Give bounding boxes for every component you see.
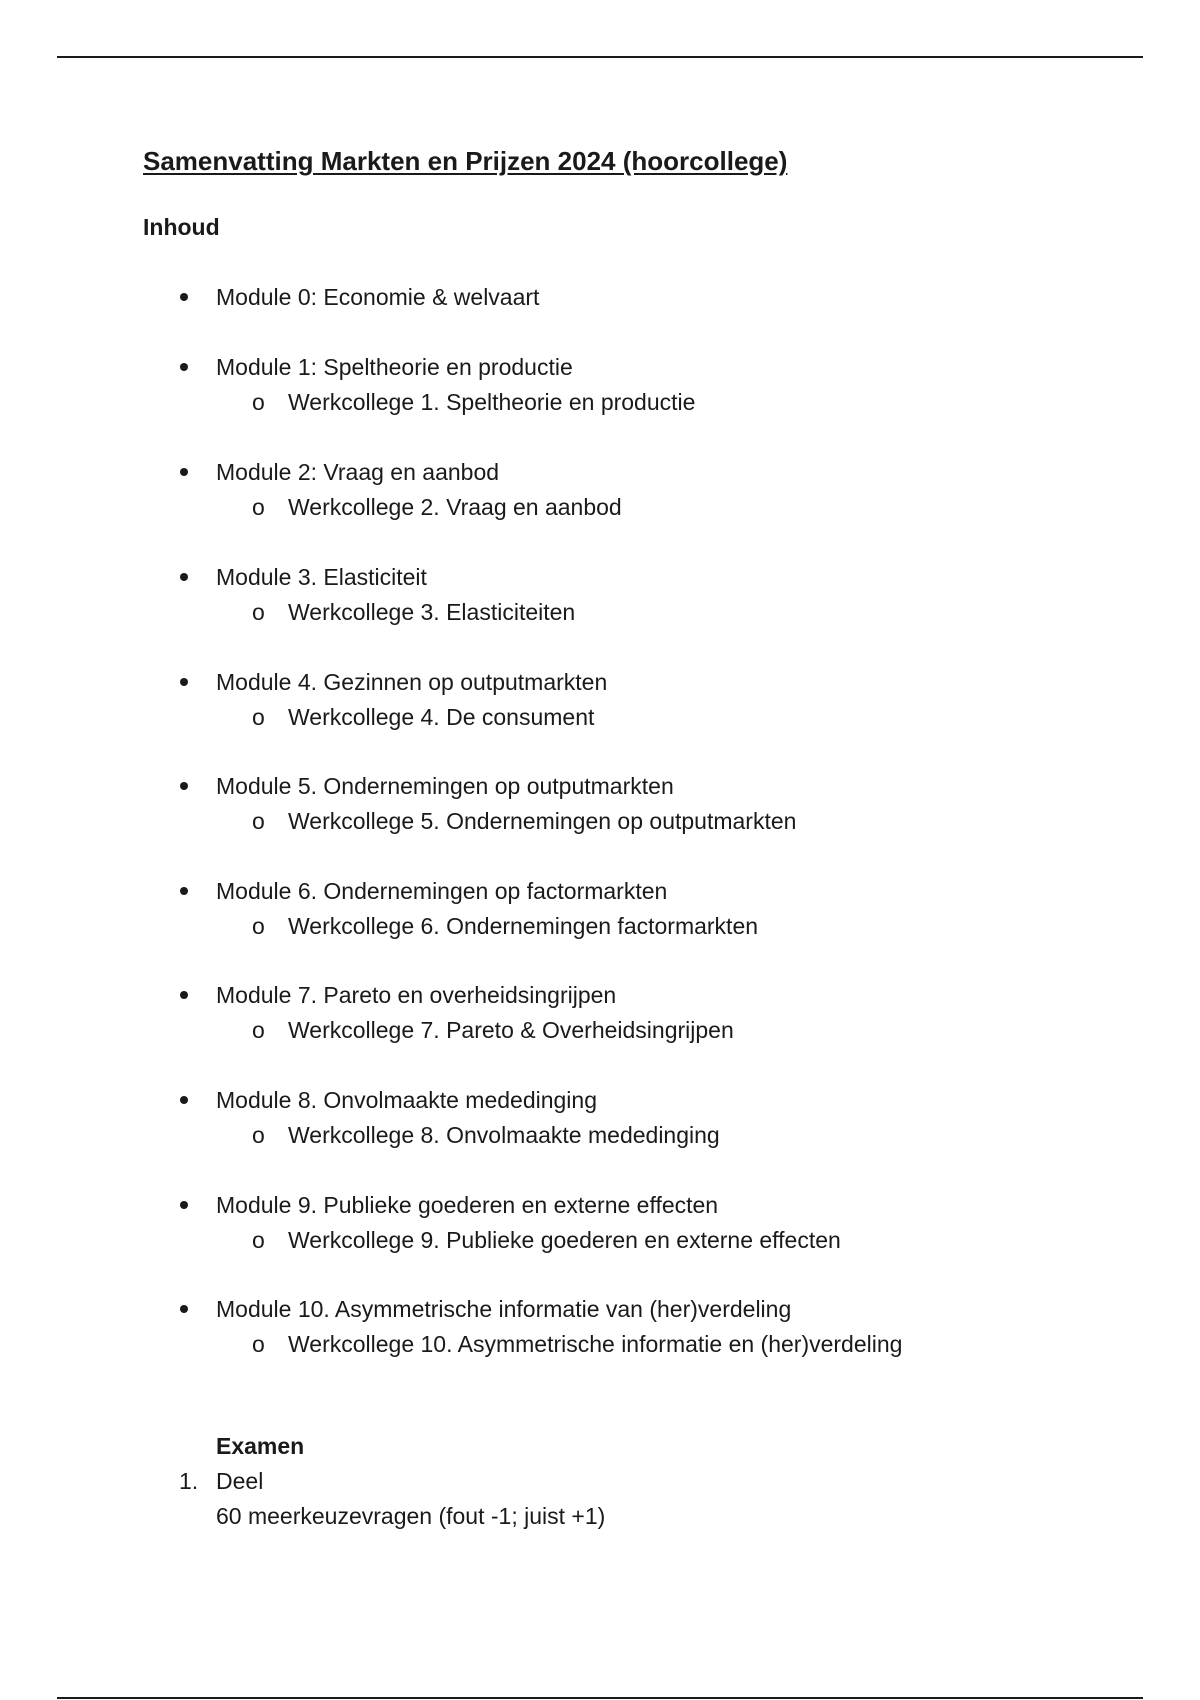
sub-bullet-icon: o	[252, 389, 265, 415]
bullet-icon	[180, 468, 188, 476]
sub-bullet-icon: o	[252, 913, 265, 939]
toc-heading: Inhoud	[143, 214, 220, 240]
sub-bullet-icon: o	[252, 599, 265, 625]
module-label: Module 5. Ondernemingen op outputmarkten	[216, 773, 674, 799]
module-label: Module 1: Speltheorie en productie	[216, 354, 573, 380]
module-label: Module 3. Elasticiteit	[216, 564, 427, 590]
sub-bullet-icon: o	[252, 1331, 265, 1357]
sub-bullet-icon: o	[252, 1017, 265, 1043]
bullet-icon	[180, 1201, 188, 1209]
bullet-icon	[180, 293, 188, 301]
werkcollege-label: Werkcollege 4. De consument	[288, 704, 595, 730]
bullet-icon	[180, 782, 188, 790]
module-label: Module 2: Vraag en aanbod	[216, 459, 500, 485]
werkcollege-label: Werkcollege 8. Onvolmaakte mededinging	[288, 1122, 720, 1148]
bullet-icon	[180, 887, 188, 895]
document-title: Samenvatting Markten en Prijzen 2024 (hoorcollege)	[143, 146, 788, 176]
sub-bullet-icon: o	[252, 704, 265, 730]
module-label: Module 10. Asymmetrische informatie van (her)verdeling	[216, 1296, 792, 1322]
module-label: Module 8. Onvolmaakte mededinging	[216, 1087, 598, 1113]
sub-bullet-icon: o	[252, 494, 265, 520]
werkcollege-label: Werkcollege 7. Pareto & Overheidsingrijpen	[288, 1017, 734, 1043]
header-rule	[57, 56, 1143, 58]
module-label: Module 7. Pareto en overheidsingrijpen	[216, 982, 617, 1008]
bullet-icon	[180, 678, 188, 686]
sub-bullet-icon: o	[252, 1122, 265, 1148]
module-label: Module 0: Economie & welvaart	[216, 284, 540, 310]
exam-part-label: Deel	[216, 1468, 264, 1494]
sub-bullet-icon: o	[252, 808, 265, 834]
bullet-icon	[180, 363, 188, 371]
werkcollege-label: Werkcollege 9. Publieke goederen en externe effecten	[288, 1227, 841, 1253]
bullet-icon	[180, 1096, 188, 1104]
exam-part-number: 1.	[179, 1468, 199, 1494]
werkcollege-label: Werkcollege 2. Vraag en aanbod	[288, 494, 622, 520]
werkcollege-label: Werkcollege 10. Asymmetrische informatie en (her)verdeling	[288, 1331, 903, 1357]
werkcollege-label: Werkcollege 1. Speltheorie en productie	[288, 389, 696, 415]
bullet-icon	[180, 573, 188, 581]
bullet-icon	[180, 1305, 188, 1313]
module-label: Module 9. Publieke goederen en externe effecten	[216, 1192, 719, 1218]
bullet-icon	[180, 991, 188, 999]
module-label: Module 6. Ondernemingen op factormarkten	[216, 878, 668, 904]
exam-heading: Examen	[216, 1433, 305, 1459]
werkcollege-label: Werkcollege 3. Elasticiteiten	[288, 599, 576, 625]
werkcollege-label: Werkcollege 5. Ondernemingen op outputmarkten	[288, 808, 797, 834]
module-label: Module 4. Gezinnen op outputmarkten	[216, 669, 608, 695]
footer-rule	[57, 1697, 1143, 1699]
exam-detail: 60 meerkeuzevragen (fout -1; juist +1)	[216, 1503, 606, 1529]
werkcollege-label: Werkcollege 6. Ondernemingen factormarkten	[288, 913, 759, 939]
sub-bullet-icon: o	[252, 1227, 265, 1253]
